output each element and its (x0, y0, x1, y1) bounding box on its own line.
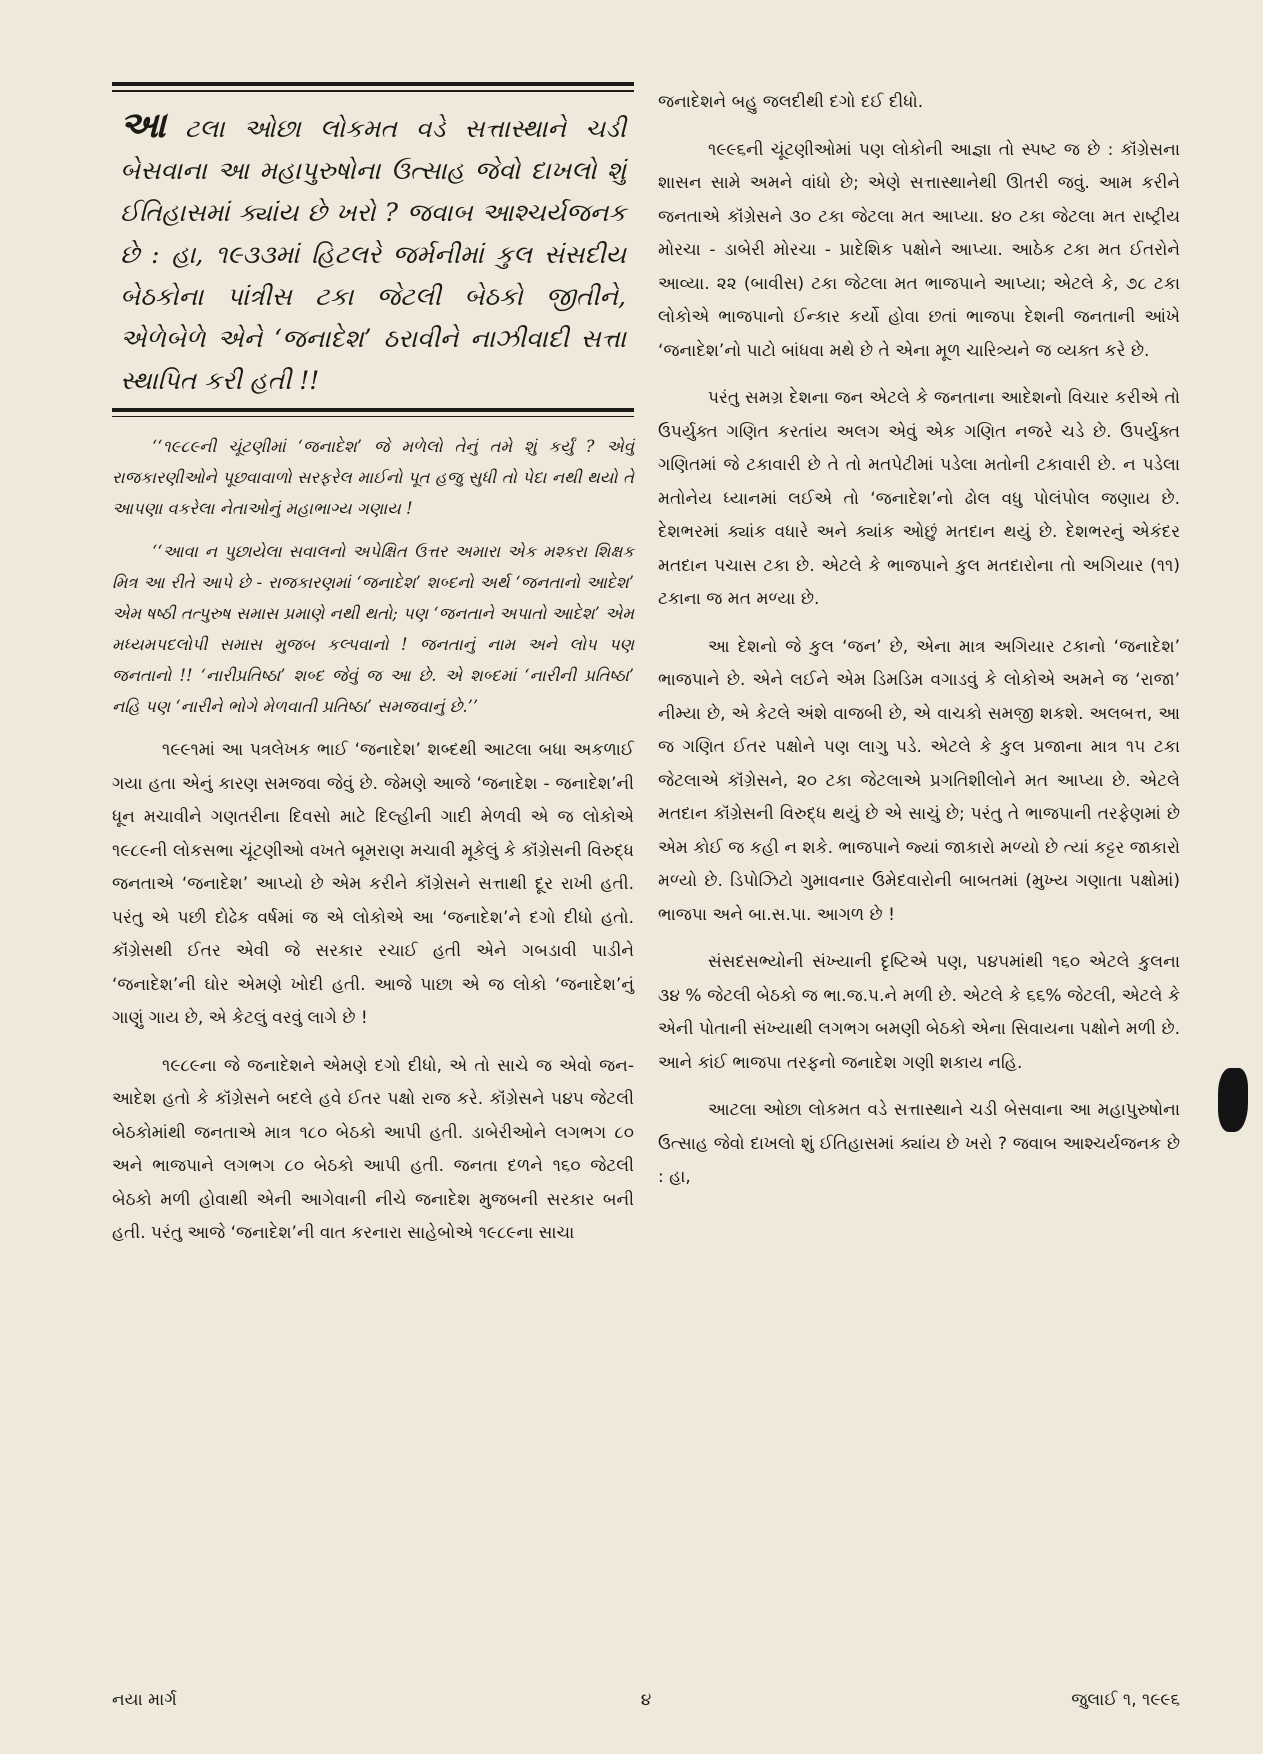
right-paragraph-3: આ દેશનો જે કુલ ‘જન’ છે, એના માત્ર અગિયાર ટકાનો ‘જનાદેશ’ ભાજપાને છે. એને લઈને એમ ડિમડિમ વગાડવું કે લોકોએ અમને જ ‘રાજા’ નીમ્યા છે, એ કેટલે અંશે વાજબી છે, એ વાચકો સમજી શકશે. અલબત્ત, આ જ ગણિત ઈતર પક્ષોને પણ લાગુ પડે. એટલે કે કુલ પ્રજાના માત્ર ૧૫ ટકા જેટલાએ કૉંગ્રેસને, ૨૦ ટકા જેટલાએ પ્રગતિશીલોને મત આપ્યા છે. એટલે મતદાન કૉંગ્રેસની વિરુદ્ધ થયું છે એ સાચું છે; પરંતુ તે ભાજપાની તરફેણમાં છે એમ કોઈ જ કહી ન શકે. ભાજપાને જ્યાં જાકારો મળ્યો છે ત્યાં કટ્ટર જાકારો મળ્યો છે. ડિપોઝિટો ગુમાવનાર ઉમેદવારોની બાબતમાં (મુખ્ય ગણાતા પક્ષોમાં) ભાજપા અને બા.સ.પા. આગળ છે ! (658, 636, 1180, 925)
footer-date: જુલાઈ ૧, ૧૯૯૬ (1071, 1690, 1180, 1710)
pull-quote-dropcap: આ (120, 103, 166, 146)
right-paragraph-4: સંસદસભ્યોની સંખ્યાની દૃષ્ટિએ પણ, ૫૪૫માંથી ૧૬૦ એટલે કુલના ૩૪ % જેટલી બેઠકો જ ભા.જ.પ.ને મળી છે. એટલે કે ૬૬% જેટલી, એટલે કે એની પોતાની સંખ્યાથી લગભગ બમણી બેઠકો એના સિવાયના પક્ષોને મળી છે. આને કાંઈ ભાજપા તરફનો જનાદેશ ગણી શકાય નહિ. (658, 952, 1180, 1073)
right-continuation: જનાદેશને બહુ જલદીથી દગો દઈ દીધો. (658, 92, 924, 112)
left-column (112, 82, 634, 1265)
right-column (658, 86, 1180, 1209)
letter-quote-1: ‘‘૧૯૮૯ની ચૂંટણીમાં ‘જનાદેશ’ જે મળેલો તેનું તમે શું કર્યું ? એવું રાજકારણીઓને પૂછવાવાળો સરફરેલ માઈનો પૂત હજુ સુધી તો પેદા નથી થયો તે આપણા વકરેલા નેતાઓનું મહાભાગ્ય ગણાય ! (112, 437, 634, 518)
left-paragraph-1: ૧૯૯૧માં આ પત્રલેખક ભાઈ ‘જનાદેશ’ શબ્દથી આટલા બધા અકળાઈ ગયા હતા એનું કારણ સમજવા જેવું છે. જેમણે આજે ‘જનાદેશ - જનાદેશ’ની ધૂન મચાવીને ગણતરીના દિવસો માટે દિલ્હીની ગાદી મેળવી એ જ લોકોએ ૧૯૮૯ની લોકસભા ચૂંટણીઓ વખતે બૂમરાણ મચાવી મૂકેલું કે કૉંગ્રેસની વિરુદ્ધ જનતાએ ‘જનાદેશ’ આપ્યો છે એમ કરીને કૉંગ્રેસને સત્તાથી દૂર રાખી હતી. પરંતુ એ પછી દોઢેક વર્ષમાં જ એ લોકોએ આ ‘જનાદેશ’ને દગો દીધો હતો. કૉંગ્રેસથી ઈતર એવી જે સરકાર રચાઈ હતી એને ગબડાવી પાડીને ‘જનાદેશ’ની ઘોર એમણે ખોદી હતી. આજે પાછા એ જ લોકો ‘જનાદેશ’નું ગાણું ગાય છે, એ કેટલું વરવું લાગે છે ! (112, 740, 634, 1028)
pull-quote-text: ટલા ઓછા લોકમત વડે સત્તાસ્થાને ચડી બેસવાના આ મહાપુરુષોના ઉત્સાહ જેવો દાખલો શું ઈતિહાસમાં ક્યાંય છે ખરો ? જવાબ આશ્ચર્યજનક છે : હા, ૧૯૩૩માં હિટલરે જર્મનીમાં કુલ સંસદીય બેઠકોના પાંત્રીસ ટકા જેટલી બેઠકો જીતીને, એળેબેળે એને ‘જનાદેશ’ ઠરાવીને નાઝીવાદી સત્તા સ્થાપિત કરી હતી !! (120, 113, 626, 395)
top-rule (112, 82, 634, 86)
footer-publication: નયા માર્ગ (112, 1690, 177, 1710)
right-paragraph-1: ૧૯૯૬ની ચૂંટણીઓમાં પણ લોકોની આજ્ઞા તો સ્પષ્ટ જ છે : કૉંગ્રેસના શાસન સામે અમને વાંધો છે; એણે સત્તાસ્થાનેથી ઊતરી જવું. આમ કરીને જનતાએ કૉંગ્રેસને ૩૦ ટકા જેટલા મત આપ્યા. ૪૦ ટકા જેટલા મત રાષ્ટ્રીય મોરચા - ડાબેરી મોરચા - પ્રાદેશિક પક્ષોને આપ્યા. આઠેક ટકા મત ઈતરોને આવ્યા. ૨૨ (બાવીસ) ટકા જેટલા મત ભાજપાને આપ્યા; એટલે કે, ૭૮ ટકા લોકોએ ભાજપાનો ઈન્કાર કર્યો હોવા છતાં ભાજપા દેશની જનતાની આંખે ‘જનાદેશ’નો પાટો બાંધવા મથે છે તે એના મૂળ ચારિત્ર્યને જ વ્યક્ત કરે છે. (658, 139, 1180, 361)
page-footer (112, 1690, 1180, 1714)
right-paragraph-2: પરંતુ સમગ્ર દેશના જન એટલે કે જનતાના આદેશનો વિચાર કરીએ તો ઉપર્યુક્ત ગણિત કરતાંય અલગ એવું એક ગણિત નજરે ચડે છે. ઉપર્યુક્ત ગણિતમાં જે ટકાવારી છે તે તો મતપેટીમાં પડેલા મતોની ટકાવારી છે. ન પડેલા મતોનેય ધ્યાનમાં લઈએ તો ‘જનાદેશ’નો ઢોલ વધુ પોલંપોલ જણાય છે. દેશભરમાં ક્યાંક વધારે અને ક્યાંક ઓછું મતદાન થયું છે. દેશભરનું એકંદર મતદાન પચાસ ટકા છે. એટલે કે ભાજપાને કુલ મતદારોના તો અગિયાર (૧૧) ટકાના જ મત મળ્યા છે. (658, 388, 1180, 609)
letter-quote-2: ‘‘આવા ન પુછાયેલા સવાલનો અપેક્ષિત ઉત્તર અમારા એક મશ્કરા શિક્ષક મિત્ર આ રીતે આપે છે - રાજકારણમાં ‘જનાદેશ’ શબ્દનો અર્થ ‘જનતાનો આદેશ’ એમ ષષ્ઠી તત્પુરુષ સમાસ પ્રમાણે નથી થતો; પણ ‘જનતાને અપાતો આદેશ’ એમ મધ્યમપદલોપી સમાસ મુજબ કલ્પવાનો ! જનતાનું નામ અને લોપ પણ જનતાનો !! ‘નારીપ્રતિષ્ઠા’ શબ્દ જેવું જ આ છે. એ શબ્દમાં ‘નારીની પ્રતિષ્ઠા’ નહિ પણ ‘નારીને ભોગે મેળવાતી પ્રતિષ્ઠા’ સમજવાનું છે.’’ (112, 542, 634, 716)
bottom-rule (112, 408, 634, 412)
left-paragraph-2: ૧૯૮૯ના જે જનાદેશને એમણે દગો દીધો, એ તો સાચે જ એવો જન-આદેશ હતો કે કૉંગ્રેસને બદલે હવે ઈતર પક્ષો રાજ કરે. કૉંગ્રેસને ૫૪૫ જેટલી બેઠકોમાંથી જનતાએ માત્ર ૧૮૦ બેઠકો આપી હતી. ડાબેરીઓને લગભગ ૮૦ અને ભાજપાને લગભગ ૮૦ બેઠકો આપી હતી. જનતા દળને ૧૬૦ જેટલી બેઠકો મળી હોવાથી એની આગેવાની નીચે જનાદેશ મુજબની સરકાર બની હતી. પરંતુ આજે ‘જનાદેશ’ની વાત કરનારા સાહેબોએ ૧૯૮૯ના સાચા (112, 1055, 634, 1243)
footer-page-number: ૪ (640, 1690, 652, 1710)
pull-quote (112, 92, 634, 408)
bottom-rule-thin (112, 416, 634, 418)
ink-blot-mark (1218, 1068, 1248, 1132)
right-paragraph-5: આટલા ઓછા લોકમત વડે સત્તાસ્થાને ચડી બેસવાના આ મહાપુરુષોના ઉત્સાહ જેવો દાખલો શું ઈતિહાસમાં ક્યાંય છે ખરો ? જવાબ આશ્ચર્યજનક છે : હા, (658, 1100, 1180, 1187)
